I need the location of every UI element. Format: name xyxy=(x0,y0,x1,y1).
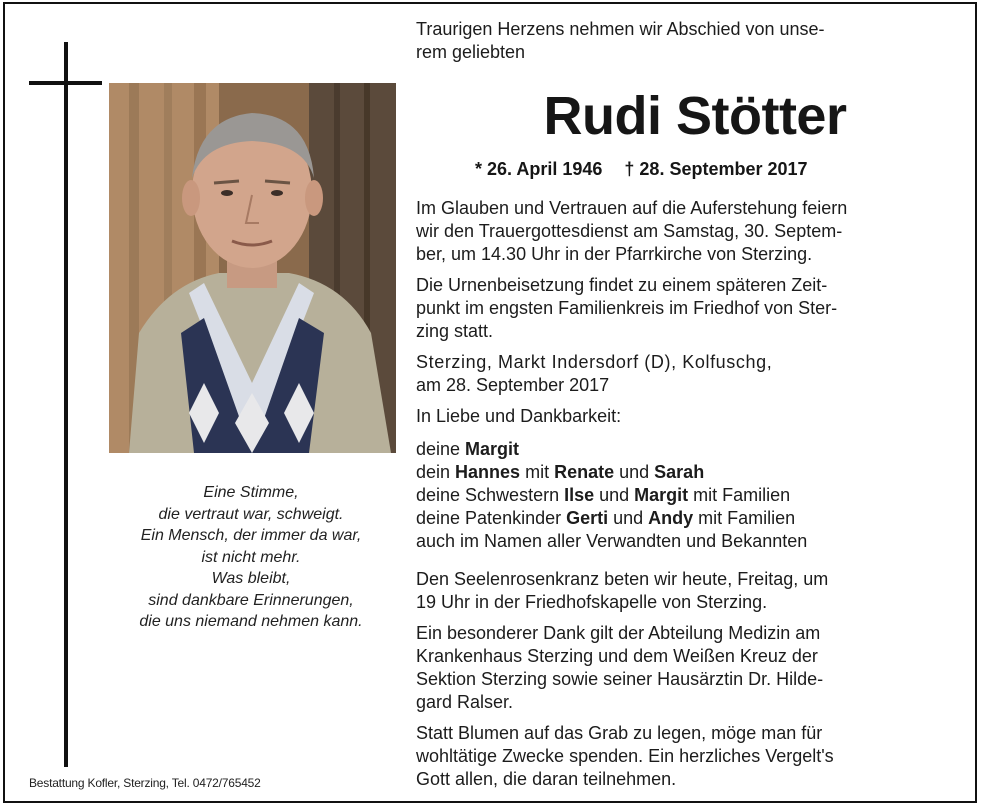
mourner-line: deine Patenkinder Gerti und Andy mit Familien xyxy=(416,508,796,528)
text-line: zing statt. xyxy=(416,321,494,341)
mourner-name: Ilse xyxy=(564,485,595,505)
birth-date: * 26. April 1946 xyxy=(475,159,603,179)
mourner-name: Gerti xyxy=(566,508,609,528)
mourner-name: Margit xyxy=(465,439,520,459)
mourner-name: Margit xyxy=(634,485,689,505)
intro-text xyxy=(416,18,972,64)
urn-burial-paragraph xyxy=(416,274,972,343)
text-line: Den Seelenrosenkranz beten wir heute, Freitag, um xyxy=(416,569,829,589)
mourners-list xyxy=(416,405,972,553)
text-line: punkt im engsten Familienkreis im Friedhof von Ster- xyxy=(416,298,838,318)
text-line: wir den Trauergottesdienst am Samstag, 30. Septem- xyxy=(416,221,843,241)
mourner-name: Sarah xyxy=(654,462,705,482)
text-line: Statt Blumen auf das Grab zu legen, möge man für xyxy=(416,723,823,743)
text-line: gard Ralser. xyxy=(416,692,514,712)
portrait-photo xyxy=(109,83,396,453)
text-line: Die Urnenbeisetzung findet zu einem späteren Zeit- xyxy=(416,275,828,295)
intro-line: rem geliebten xyxy=(416,42,526,62)
poem xyxy=(101,482,401,633)
mourner-line: auch im Namen aller Verwandten und Bekannten xyxy=(416,531,808,551)
poem-line: ist nicht mehr. xyxy=(201,548,301,566)
cross-icon-vertical xyxy=(64,42,68,767)
intro-line: Traurigen Herzens nehmen wir Abschied von unse- xyxy=(416,19,825,39)
funeral-service-paragraph xyxy=(416,197,972,266)
poem-line: die vertraut war, schweigt. xyxy=(158,505,344,523)
text-line: Sterzing, Markt Indersdorf (D), Kolfuschg, xyxy=(416,352,773,372)
rosary-paragraph xyxy=(416,568,972,614)
mourner-line: dein Hannes mit Renate und Sarah xyxy=(416,462,705,482)
mourner-line: deine Margit xyxy=(416,439,520,459)
text-line: Krankenhaus Sterzing und dem Weißen Kreuz der xyxy=(416,646,818,666)
mourners-intro: In Liebe und Dankbarkeit: xyxy=(416,406,622,426)
mourner-name: Hannes xyxy=(455,462,521,482)
text-line: Ein besonderer Dank gilt der Abteilung Medizin am xyxy=(416,623,821,643)
funeral-home-info: Bestattung Kofler, Sterzing, Tel. 0472/765452 xyxy=(29,776,261,790)
text-line: Gott allen, die daran teilnehmen. xyxy=(416,769,677,789)
thanks-paragraph xyxy=(416,622,972,714)
text-line: Sektion Sterzing sowie seiner Hausärztin Dr. Hilde- xyxy=(416,669,824,689)
cross-icon-horizontal xyxy=(29,81,102,85)
poem-line: Eine Stimme, xyxy=(203,484,299,501)
place-and-date xyxy=(416,351,972,397)
deceased-name: Rudi Stötter xyxy=(543,86,847,146)
poem-line: Was bleibt, xyxy=(211,570,291,587)
text-line: wohltätige Zwecke spenden. Ein herzliches Vergelt's xyxy=(416,746,834,766)
text-line: Im Glauben und Vertrauen auf die Auferstehung feiern xyxy=(416,198,848,218)
poem-line: sind dankbare Erinnerungen, xyxy=(148,591,354,609)
poem-line: die uns niemand nehmen kann. xyxy=(139,613,363,630)
mourner-line: deine Schwestern Ilse und Margit mit Familien xyxy=(416,485,791,505)
text-line: 19 Uhr in der Friedhofskapelle von Sterzing. xyxy=(416,592,768,612)
poem-line: Ein Mensch, der immer da war, xyxy=(140,527,362,544)
death-date: † 28. September 2017 xyxy=(624,159,808,179)
text-line: am 28. September 2017 xyxy=(416,375,610,395)
text-line: ber, um 14.30 Uhr in der Pfarrkirche von Sterzing. xyxy=(416,244,813,264)
mourner-name: Andy xyxy=(648,508,694,528)
obituary-card xyxy=(3,2,977,803)
mourner-name: Renate xyxy=(554,462,615,482)
life-dates xyxy=(475,159,808,180)
donation-paragraph xyxy=(416,722,972,791)
